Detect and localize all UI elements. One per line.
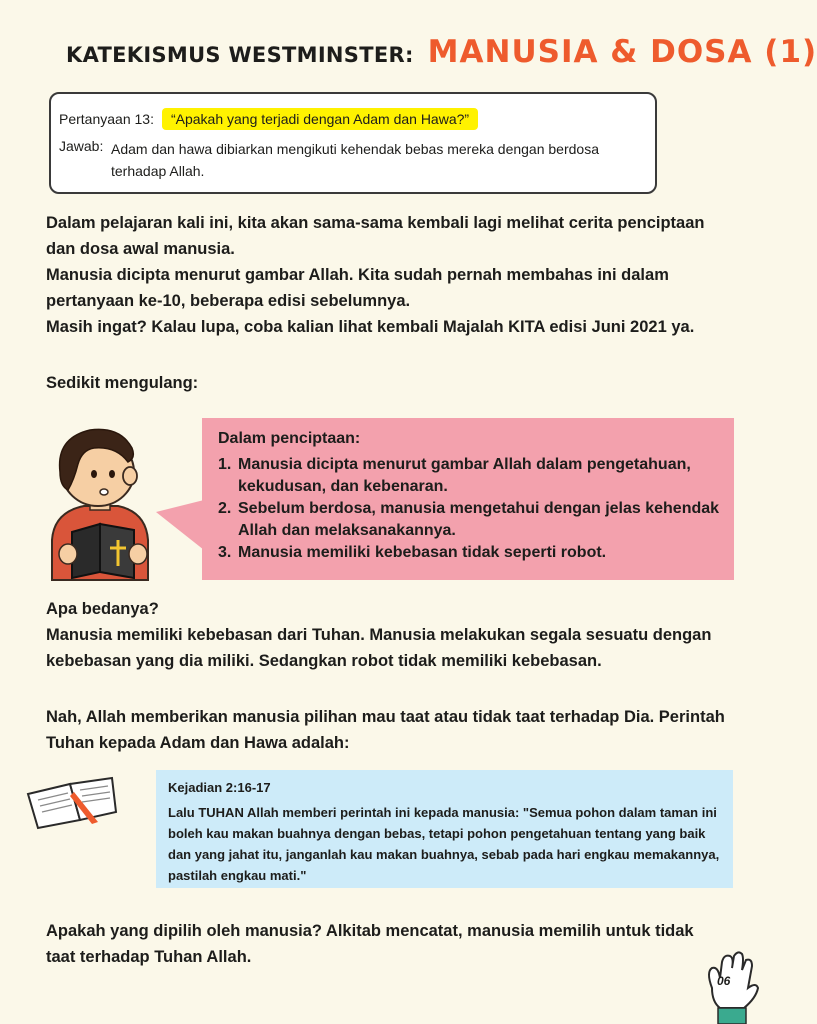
page-title <box>66 34 817 84</box>
list-item-text: Manusia memiliki kebebasan tidak seperti robot. <box>238 544 607 561</box>
list-item-text: Manusia dicipta menurut gambar Allah dalam pengetahuan, kekudusan, dan kebenaran. <box>238 456 691 495</box>
list-item-number: 1. <box>218 456 232 473</box>
intro-paragraph-1: Dalam pelajaran kali ini, kita akan sama-sama kembali lagi melihat cerita penciptaan dan dosa awal manusia. <box>46 214 705 258</box>
page-number: 06 <box>717 974 731 988</box>
list-item-number: 3. <box>218 544 232 561</box>
closing-paragraph: Apakah yang dipilih oleh manusia? Alkitab mencatat, manusia memilih untuk tidak taat terhadap Tuhan Allah. <box>46 922 694 966</box>
creation-list <box>218 454 728 564</box>
question-label: Pertanyaan 13: <box>59 111 154 127</box>
list-item <box>218 542 728 564</box>
verse-reference: Kejadian 2:16-17 <box>168 780 271 795</box>
title-sub: MANUSIA & DOSA (1) <box>427 34 817 70</box>
answer-text: Adam dan hawa dibiarkan mengikuti kehendak bebas mereka dengan berdosa terhadap Allah. <box>111 141 599 179</box>
difference-question: Apa bedanya? <box>46 600 159 618</box>
creation-summary-box <box>202 418 734 580</box>
question-answer-box <box>49 92 657 194</box>
boy-reading-bible-illustration <box>38 420 162 580</box>
intro-paragraph-3: Masih ingat? Kalau lupa, coba kalian lihat kembali Majalah KITA edisi Juni 2021 ya. <box>46 318 695 336</box>
list-item <box>218 498 728 542</box>
verse-text: Lalu TUHAN Allah memberi perintah ini kepada manusia: "Semua pohon dalam taman ini boleh kau makan buahnya dengan bebas, tetapi pohon pengetahuan tentang yang baik dan yang jahat itu, janganlah kau makan buahnya, sebab pada hari engkau memakannya, pastilah engkau mati." <box>168 805 720 883</box>
creation-heading: Dalam penciptaan: <box>218 430 361 447</box>
intro-paragraph-2: Manusia dicipta menurut gambar Allah. Kita sudah pernah membahas ini dalam pertanyaan ke-10, beberapa edisi sebelumnya. <box>46 266 669 310</box>
verse-box <box>156 770 733 888</box>
list-item-number: 2. <box>218 500 232 517</box>
speech-bubble-tail <box>156 500 204 550</box>
open-bible-icon <box>24 772 120 828</box>
command-intro: Nah, Allah memberikan manusia pilihan mau taat atau tidak taat terhadap Dia. Perintah Tuhan kepada Adam dan Hawa adalah: <box>46 708 725 752</box>
list-item <box>218 454 728 498</box>
title-main: KATEKISMUS WESTMINSTER: <box>66 43 414 67</box>
recap-heading: Sedikit mengulang: <box>46 374 199 392</box>
question-text: “Apakah yang terjadi dengan Adam dan Hawa?” <box>162 108 478 130</box>
answer-label: Jawab: <box>59 138 104 154</box>
list-item-text: Sebelum berdosa, manusia mengetahui dengan jelas kehendak Allah dan melaksanakannya. <box>238 500 720 539</box>
difference-answer: Manusia memiliki kebebasan dari Tuhan. Manusia melakukan segala sesuatu dengan kebebasan yang dia miliki. Sedangkan robot tidak memiliki kebebasan. <box>46 626 712 670</box>
